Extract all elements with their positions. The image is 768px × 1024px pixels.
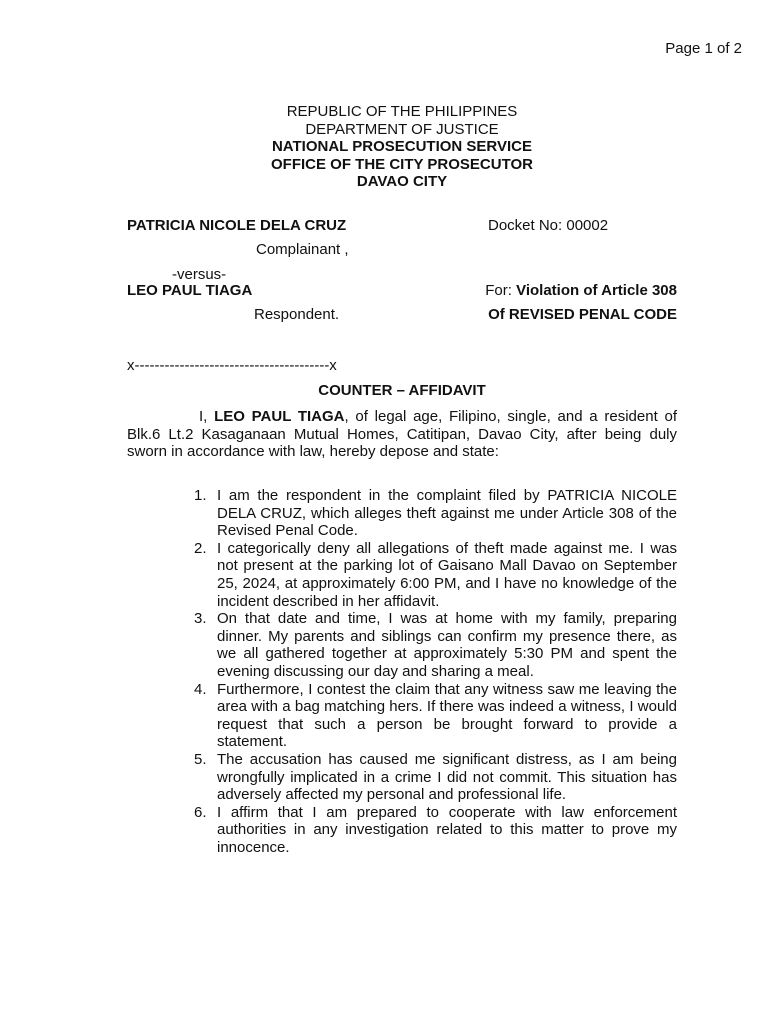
list-item xyxy=(127,540,677,610)
header-department: DEPARTMENT OF JUSTICE xyxy=(305,120,499,138)
offense-value: Violation of Article 308 xyxy=(516,282,677,299)
list-text: I affirm that I am prepared to cooperate with law enforcement authorities in any investigation related to this matter to prove my innocence. xyxy=(217,803,677,856)
intro-prefix: I, xyxy=(199,408,215,425)
list-item xyxy=(127,610,677,680)
list-item xyxy=(127,751,677,804)
statement-list xyxy=(127,487,677,856)
for-label: For: xyxy=(485,282,512,299)
list-number: 1. xyxy=(194,487,207,504)
versus-label: -versus- xyxy=(172,266,227,283)
list-text: The accusation has caused me significant distress, as I am being wrongfully implicated in a crime I did not commit. This situation has adversely affected my personal and professional life. xyxy=(217,750,677,804)
page-number: Page 1 of 2 xyxy=(665,40,742,57)
list-number: 6. xyxy=(194,803,207,821)
intro-text: , of legal age, Filipino, single, and a resident of Blk.6 Lt.2 Kasaganaan Mutual Homes, Catitipan, Davao City, after being duly sworn in accordance with law, hereby depose and state: xyxy=(127,408,677,461)
intro-paragraph xyxy=(127,408,677,461)
respondent-role: Respondent. xyxy=(254,306,340,323)
offense-line xyxy=(485,282,677,300)
affiant-name: LEO PAUL TIAGA xyxy=(214,408,345,425)
list-text: I am the respondent in the complaint filed by PATRICIA NICOLE DELA CRUZ, which alleges theft against me under Article 308 of the Revised Penal Code. xyxy=(217,487,677,540)
header-republic: REPUBLIC OF THE PHILIPPINES xyxy=(286,103,518,120)
list-number: 2. xyxy=(194,539,207,557)
list-item xyxy=(127,681,677,751)
list-item xyxy=(127,804,677,857)
list-text: I categorically deny all allegations of theft made against me. I was not present at the parking lot of Gaisano Mall Davao on September 25, 2024, at approximately 6:00 PM, and I have no knowledge of the incident described in her affidavit. xyxy=(217,539,677,610)
header-city-prosecutor: OFFICE OF THE CITY PROSECUTOR xyxy=(271,155,533,173)
respondent-name: LEO PAUL TIAGA xyxy=(127,282,253,299)
header-prosecution-service: NATIONAL PROSECUTION SERVICE xyxy=(271,138,533,155)
docket-number: Docket No: 00002 xyxy=(488,217,609,234)
header-city: DAVAO CITY xyxy=(356,173,448,190)
document-title: COUNTER – AFFIDAVIT xyxy=(318,382,486,399)
list-number: 4. xyxy=(194,680,207,698)
complainant-role: Complainant , xyxy=(256,241,349,258)
caption-separator: x---------------------------------------x xyxy=(127,357,337,374)
list-number: 3. xyxy=(194,610,207,628)
list-item xyxy=(127,487,677,540)
list-text: On that date and time, I was at home with my family, preparing dinner. My parents and siblings can confirm my presence there, as we all gathered together at approximately 5:30 PM and spent the evening discussing our day and sharing a meal. xyxy=(217,610,677,680)
document-header xyxy=(0,103,768,191)
list-number: 5. xyxy=(194,750,207,768)
penal-code-line: Of REVISED PENAL CODE xyxy=(488,306,677,323)
list-text: Furthermore, I contest the claim that any witness saw me leaving the area with a bag matching hers. If there was indeed a witness, I would request that such a person be brought forward to provide a statement. xyxy=(217,680,677,751)
complainant-name: PATRICIA NICOLE DELA CRUZ xyxy=(127,217,347,234)
